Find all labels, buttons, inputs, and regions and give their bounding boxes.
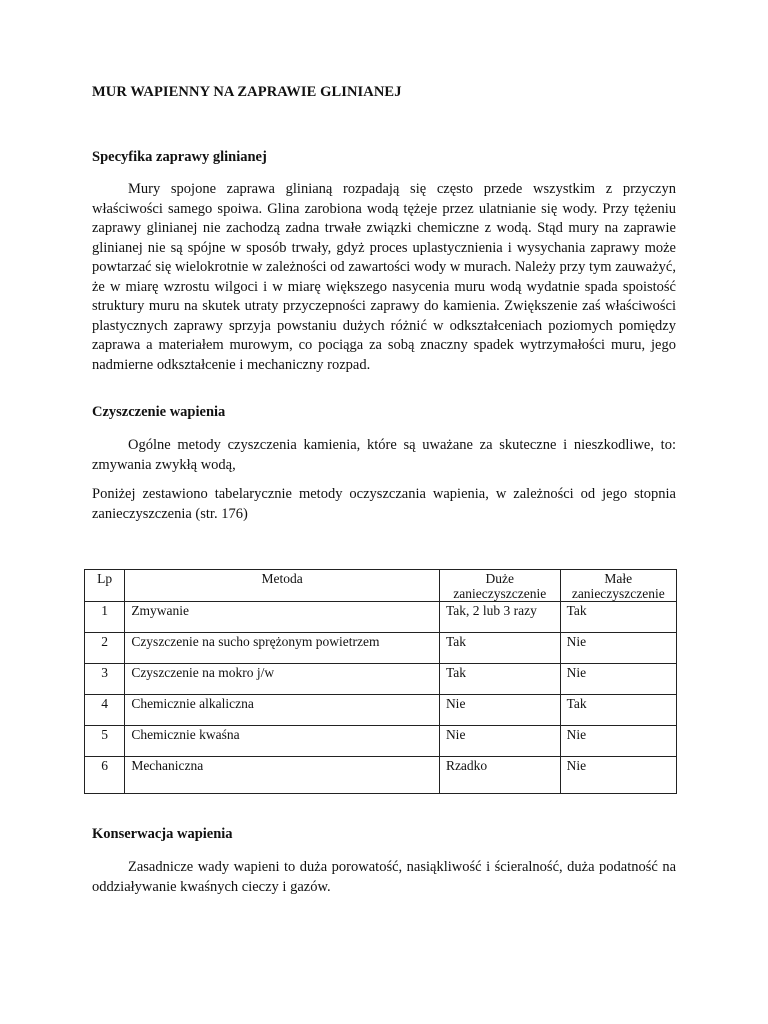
table-header-male: Małe zanieczyszczenie [560, 570, 676, 602]
table-row [85, 664, 677, 695]
table-row [85, 726, 677, 757]
table-cell-male: Nie [560, 757, 676, 794]
table-header-row [85, 570, 677, 602]
table-header-lp: Lp [85, 570, 125, 602]
table-cell-male: Nie [560, 633, 676, 664]
table-cell-metoda: Czyszczenie na mokro j/w [125, 664, 440, 695]
table-cell-duze: Tak [439, 633, 560, 664]
table-row [85, 695, 677, 726]
table-cell-metoda: Czyszczenie na sucho sprężonym powietrzem [125, 633, 440, 664]
paragraph-specyfika: Mury spojone zaprawa glinianą rozpadają się często przede wszystkim z przyczyn właściwości samego spoiwa. Glina zarobiona wodą tężeje przez ulatnianie się wody. Przy tężeniu zaprawy glinianej nie zachodzą zadna trwałe związki chemiczne z wodą. Stąd mury na zaprawie glinianej nie są spójne w sposób trwały, gdyż proces uplastycznienia i wysychania zaprawy może powtarzać się wielokrotnie w zależności od zawartości wody w murach. Należy przy tym zauważyć, że w miarę wzrostu wilgoci i w miarę większego nasycenia muru wodą wydatnie spada spoistość struktury muru na skutek utraty przyczepności zaprawy do kamienia. Zwiększenie zaś właściwości plastycznych zaprawy sprzyja powstaniu dużych różnić w odkształceniach poziomych pomiędzy zaprawa a materiałem murowym, co pociąga za sobą znaczny spadek wytrzymałości muru, jego nadmierne odkształcenie i mechaniczny rozpad. [92, 181, 676, 373]
table-row [85, 757, 677, 794]
table-cell-lp: 6 [85, 757, 125, 794]
table-cell-lp: 3 [85, 664, 125, 695]
paragraph-konserwacja: Zasadnicze wady wapieni to duża porowatość, nasiąkliwość i ścieralność, duża podatność na oddziaływanie kwaśnych cieczy i gazów. [92, 859, 676, 895]
table-cell-duze: Nie [439, 695, 560, 726]
section-heading-konserwacja: Konserwacja wapienia [92, 826, 233, 842]
table-cell-metoda: Chemicznie kwaśna [125, 726, 440, 757]
table-cell-metoda: Chemicznie alkaliczna [125, 695, 440, 726]
table-cell-duze: Tak, 2 lub 3 razy [439, 602, 560, 633]
table-cell-duze: Rzadko [439, 757, 560, 794]
table-cell-metoda: Mechaniczna [125, 757, 440, 794]
paragraph-czyszczenie-tabela-intro: Poniżej zestawiono tabelarycznie metody oczyszczania wapienia, w zależności od jego stopnia zanieczyszczenia (str. 176) [92, 486, 676, 522]
document-title: MUR WAPIENNY NA ZAPRAWIE GLINIANEJ [92, 84, 402, 100]
cleaning-methods-table [84, 569, 677, 794]
table-cell-lp: 1 [85, 602, 125, 633]
section-heading-specyfika: Specyfika zaprawy glinianej [92, 149, 267, 165]
table-cell-lp: 4 [85, 695, 125, 726]
table-header-duze: Duże zanieczyszczenie [439, 570, 560, 602]
table-cell-male: Nie [560, 726, 676, 757]
table-cell-lp: 2 [85, 633, 125, 664]
table-cell-male: Nie [560, 664, 676, 695]
table-cell-male: Tak [560, 602, 676, 633]
paragraph-czyszczenie-metody: Ogólne metody czyszczenia kamienia, które są uważane za skuteczne i nieszkodliwe, to: zmywania zwykłą wodą, [92, 437, 676, 473]
section-heading-czyszczenie: Czyszczenie wapienia [92, 404, 226, 420]
table-cell-duze: Tak [439, 664, 560, 695]
table-header-metoda: Metoda [125, 570, 440, 602]
table-cell-lp: 5 [85, 726, 125, 757]
table-row [85, 633, 677, 664]
table-cell-male: Tak [560, 695, 676, 726]
table-cell-duze: Nie [439, 726, 560, 757]
table-cell-metoda: Zmywanie [125, 602, 440, 633]
table-row [85, 602, 677, 633]
